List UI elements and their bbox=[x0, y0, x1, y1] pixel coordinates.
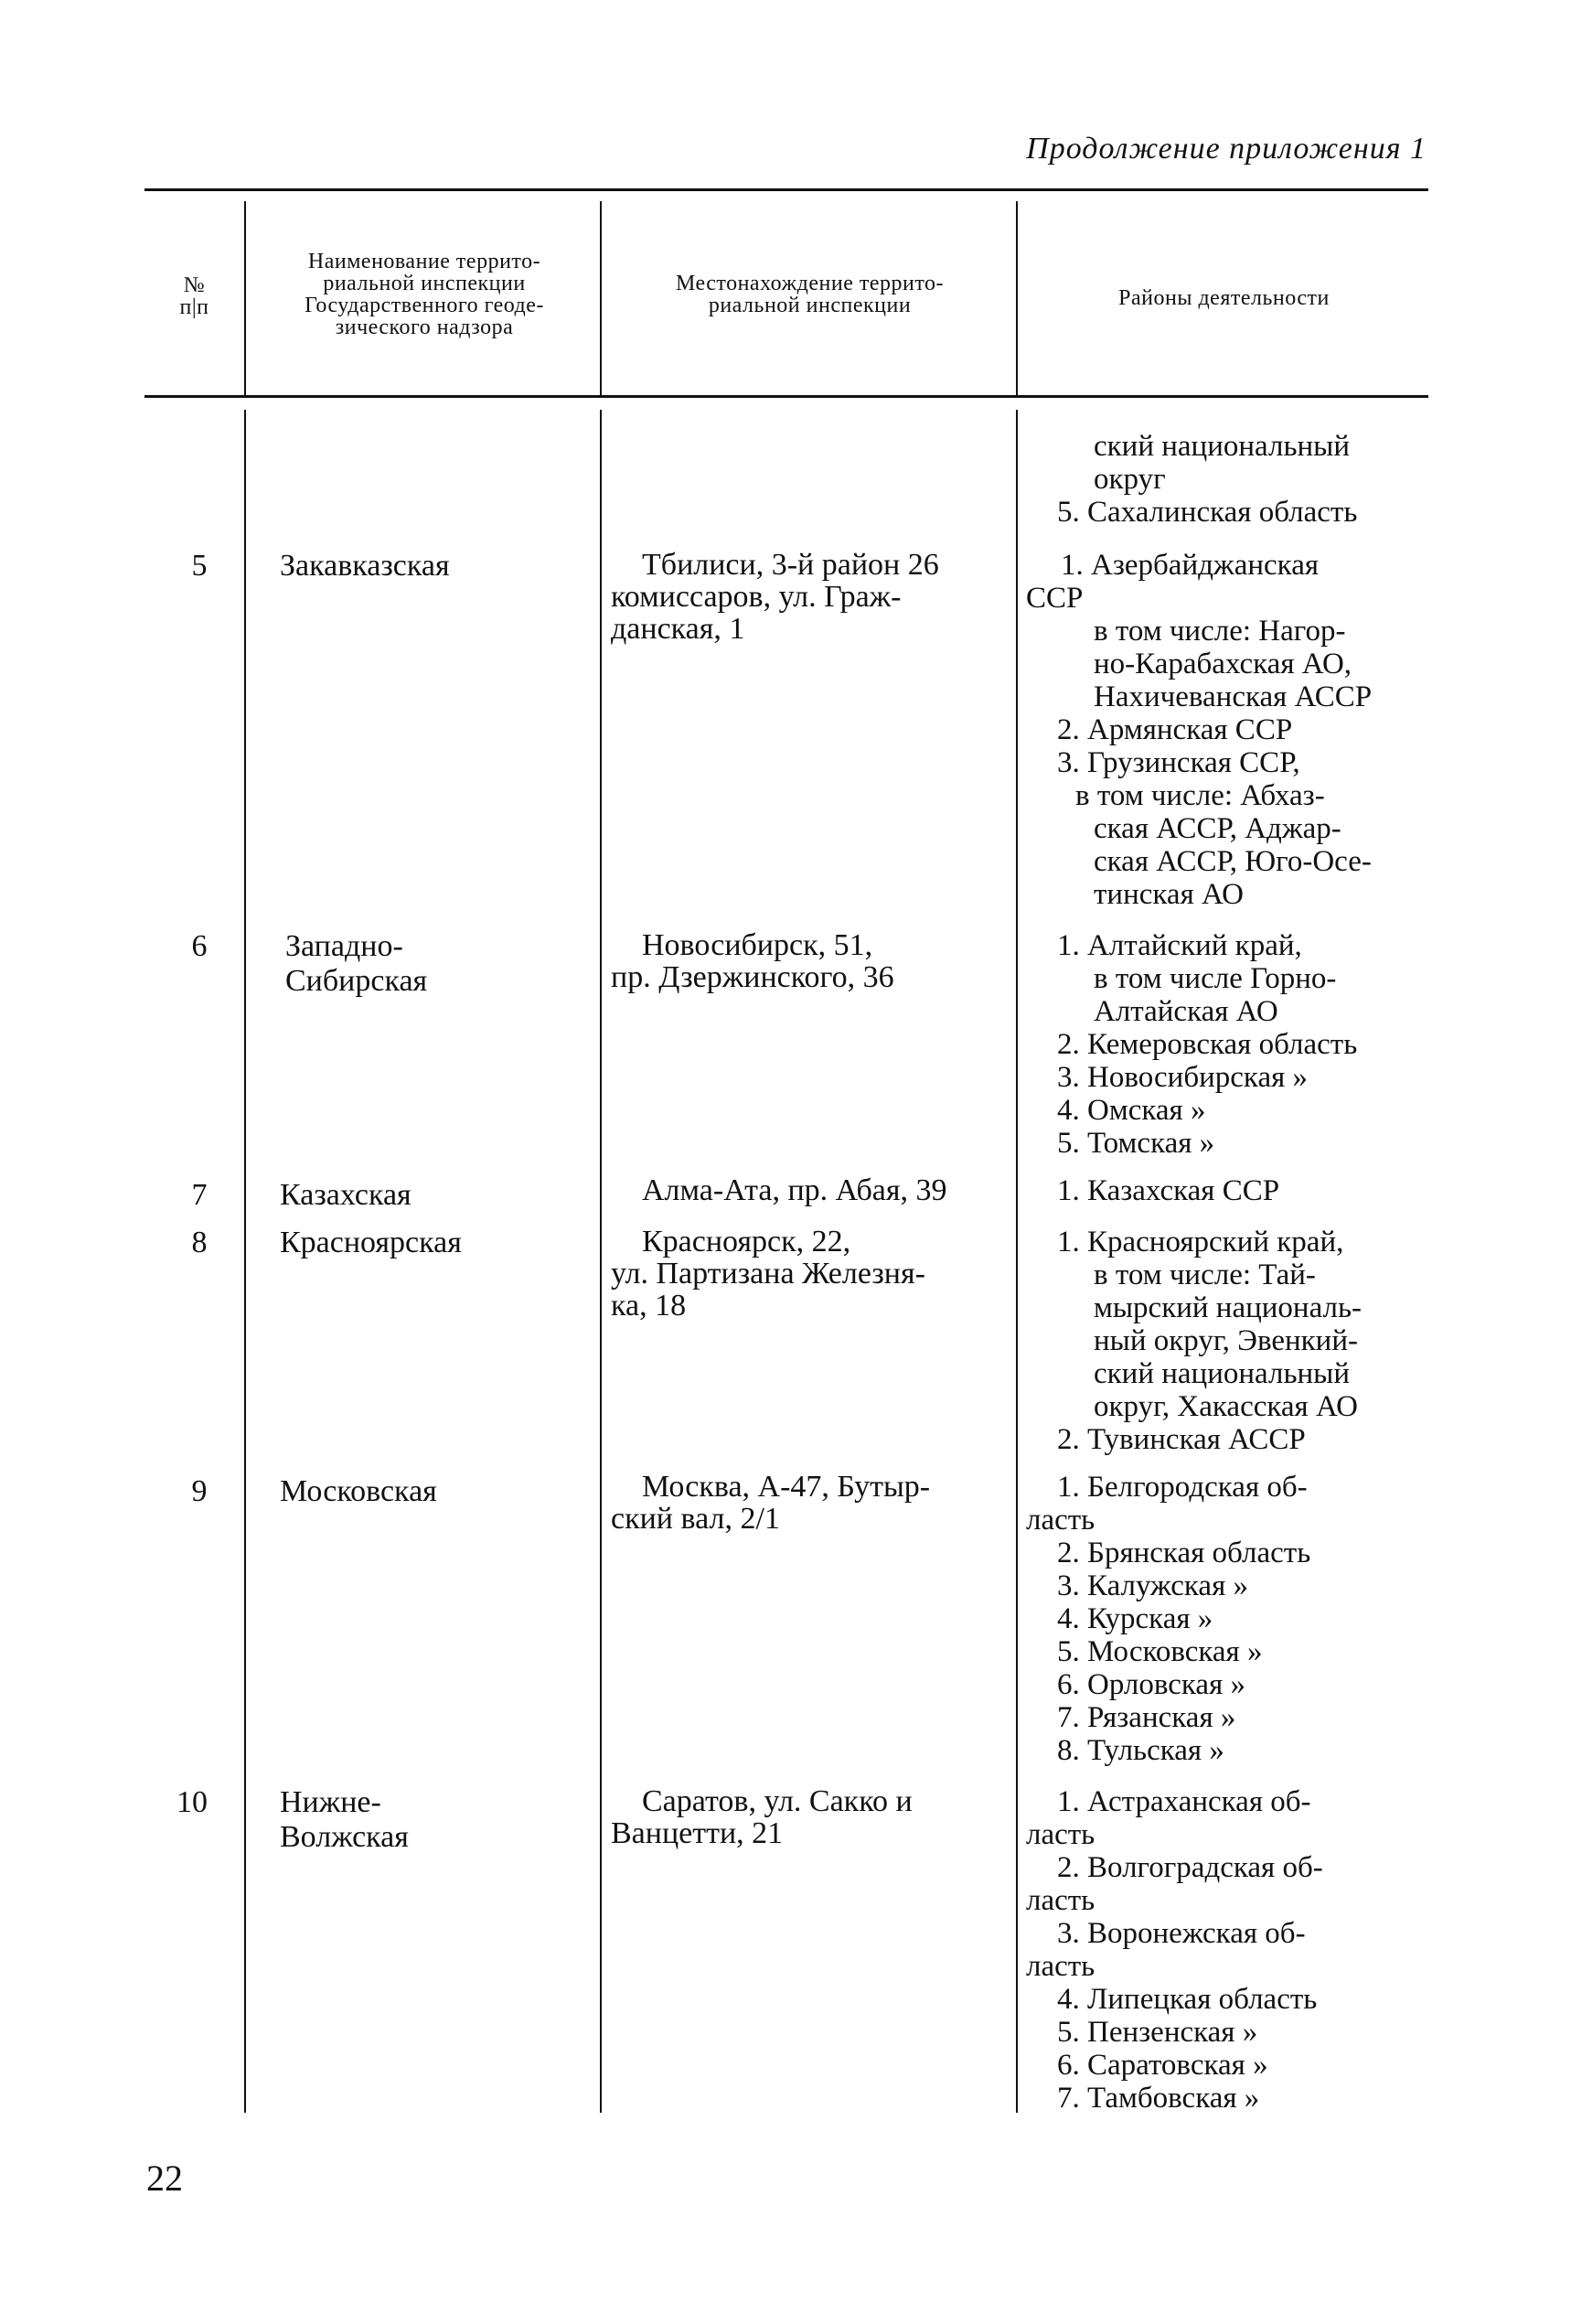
district-line: 7. Тамбовская » bbox=[1057, 2082, 1260, 2115]
location-line: Саратов, ул. Сакко и bbox=[642, 1784, 913, 1818]
inspection-name: Закавказская bbox=[280, 549, 450, 583]
header-divider-3 bbox=[1016, 201, 1018, 395]
district-line: 2. Волгоградская об- bbox=[1057, 1851, 1323, 1884]
inspection-name: Красноярская bbox=[280, 1226, 462, 1259]
location-line: Ванцетти, 21 bbox=[611, 1816, 784, 1850]
row-number: 8 bbox=[191, 1226, 208, 1259]
district-line: 2. Армянская ССР bbox=[1057, 713, 1293, 746]
district-line: округ, Хакасская АО bbox=[1094, 1390, 1358, 1423]
district-line: 4. Липецкая область bbox=[1057, 1983, 1318, 2016]
inspection-name: Московская bbox=[280, 1474, 437, 1508]
body-divider-1 bbox=[244, 410, 246, 2113]
district-line: ский национальный bbox=[1094, 1357, 1350, 1390]
district-line: 1. Казахская ССР bbox=[1057, 1174, 1280, 1207]
location-line: Москва, А-47, Бутыр- bbox=[642, 1470, 931, 1504]
district-line: 5. Московская » bbox=[1057, 1635, 1263, 1668]
header-location bbox=[604, 273, 1016, 316]
header-districts bbox=[1020, 287, 1428, 309]
location-line: пр. Дзержинского, 36 bbox=[611, 960, 894, 994]
district-line: 2. Брянская область bbox=[1057, 1537, 1311, 1569]
header-location-line: риальной инспекции bbox=[708, 294, 912, 317]
row-number: 10 bbox=[176, 1785, 208, 1819]
header-name-line: Наименование террито- bbox=[307, 250, 541, 273]
district-line: 3. Грузинская ССР, bbox=[1057, 746, 1300, 779]
location-line: Новосибирск, 51, bbox=[642, 928, 873, 962]
inspection-name: Западно-Сибирская bbox=[285, 929, 428, 998]
district-line: 5. Томская » bbox=[1057, 1127, 1215, 1160]
location-line: ка, 18 bbox=[611, 1289, 687, 1323]
header-bottom-rule bbox=[144, 395, 1428, 398]
district-line: 8. Тульская » bbox=[1057, 1734, 1224, 1767]
district-line: в том числе: Абхаз- bbox=[1075, 779, 1325, 812]
row-number: 9 bbox=[191, 1474, 208, 1508]
header-name-line: зического надзора bbox=[335, 316, 514, 339]
location-line: Красноярск, 22, bbox=[642, 1225, 851, 1258]
district-line: 6. Саратовская » bbox=[1057, 2049, 1268, 2082]
district-line: в том числе: Нагор- bbox=[1094, 615, 1346, 648]
district-line: ская АССР, Аджар- bbox=[1094, 812, 1341, 845]
inspection-location bbox=[611, 1785, 1004, 1849]
district-line: 5. Пензенская » bbox=[1057, 2016, 1258, 2049]
district-line: в том числе Горно- bbox=[1094, 962, 1337, 995]
district-line: ский национальный bbox=[1094, 430, 1350, 463]
district-line: 5. Сахалинская область bbox=[1057, 496, 1358, 529]
header-name-line: Государственного геоде- bbox=[305, 294, 544, 317]
district-line: Нахичеванская АССР bbox=[1094, 680, 1373, 713]
district-line: ласть bbox=[1026, 1884, 1095, 1917]
row-number: 6 bbox=[191, 929, 208, 963]
row-number: 5 bbox=[191, 549, 208, 583]
location-line: данская, 1 bbox=[611, 612, 745, 646]
district-line: 1. Красноярский край, bbox=[1057, 1226, 1344, 1258]
district-line: 4. Курская » bbox=[1057, 1602, 1213, 1635]
district-line: Алтайская АО bbox=[1094, 995, 1278, 1028]
row-number: 7 bbox=[191, 1178, 208, 1212]
district-line: 1. Алтайский край, bbox=[1057, 929, 1302, 962]
district-line: 1. Азербайджанская bbox=[1061, 549, 1320, 582]
body-divider-2 bbox=[600, 410, 602, 2113]
district-line: но-Карабахская АО, bbox=[1094, 648, 1352, 680]
page-number: 22 bbox=[146, 2158, 183, 2199]
header-divider-2 bbox=[600, 201, 602, 395]
district-line: ный округ, Эвенкий- bbox=[1094, 1324, 1358, 1357]
inspection-location bbox=[611, 929, 1004, 993]
district-line: 3. Новосибирская » bbox=[1057, 1061, 1309, 1094]
district-line: тинская АО bbox=[1094, 878, 1245, 911]
location-line: Алма-Ата, пр. Абая, 39 bbox=[642, 1173, 947, 1207]
header-name bbox=[249, 251, 600, 338]
location-line: комиссаров, ул. Граж- bbox=[611, 580, 902, 614]
district-line: 4. Омская » bbox=[1057, 1094, 1206, 1127]
district-line: 1. Белгородская об- bbox=[1057, 1471, 1308, 1504]
location-line: ский вал, 2/1 bbox=[611, 1502, 780, 1536]
inspection-location bbox=[611, 1471, 1013, 1535]
district-line: в том числе: Тай- bbox=[1094, 1258, 1316, 1291]
location-line: ул. Партизана Железня- bbox=[611, 1257, 925, 1291]
inspection-location bbox=[611, 549, 1004, 645]
header-districts-line: Районы деятельности bbox=[1118, 286, 1330, 310]
table-top-rule bbox=[144, 188, 1428, 191]
inspection-name: Нижне-Волжская bbox=[280, 1785, 409, 1854]
header-divider-1 bbox=[244, 201, 246, 395]
district-line: мырский националь- bbox=[1094, 1291, 1363, 1324]
inspection-name: Казахская bbox=[280, 1178, 411, 1212]
district-line: 3. Воронежская об- bbox=[1057, 1917, 1306, 1950]
district-line: ССР bbox=[1026, 582, 1084, 615]
district-line: ская АССР, Юго-Осе- bbox=[1094, 845, 1372, 878]
district-line: 3. Калужская » bbox=[1057, 1569, 1249, 1602]
district-line: ласть bbox=[1026, 1950, 1095, 1983]
district-line: 6. Орловская » bbox=[1057, 1668, 1246, 1701]
header-location-line: Местонахождение террито- bbox=[675, 272, 944, 295]
inspection-location bbox=[611, 1226, 1004, 1322]
location-line: Тбилиси, 3-й район 26 bbox=[642, 548, 939, 582]
district-line: округ bbox=[1094, 463, 1166, 496]
district-line: ласть bbox=[1026, 1504, 1095, 1537]
district-line: 7. Рязанская » bbox=[1057, 1701, 1236, 1734]
district-line: 2. Кемеровская область bbox=[1057, 1028, 1358, 1061]
header-num-line: № bbox=[183, 273, 206, 297]
body-divider-3 bbox=[1016, 410, 1018, 2113]
continuation-heading: Продолжение приложения 1 bbox=[1026, 132, 1427, 166]
header-name-line: риальной инспекции bbox=[323, 272, 526, 295]
district-line: 1. Астраханская об- bbox=[1057, 1785, 1311, 1818]
inspection-location bbox=[611, 1174, 1013, 1206]
district-line: ласть bbox=[1026, 1818, 1095, 1851]
district-line: 2. Тувинская АССР bbox=[1057, 1423, 1306, 1456]
header-num-line: п|п bbox=[179, 295, 209, 319]
header-num bbox=[144, 274, 244, 318]
